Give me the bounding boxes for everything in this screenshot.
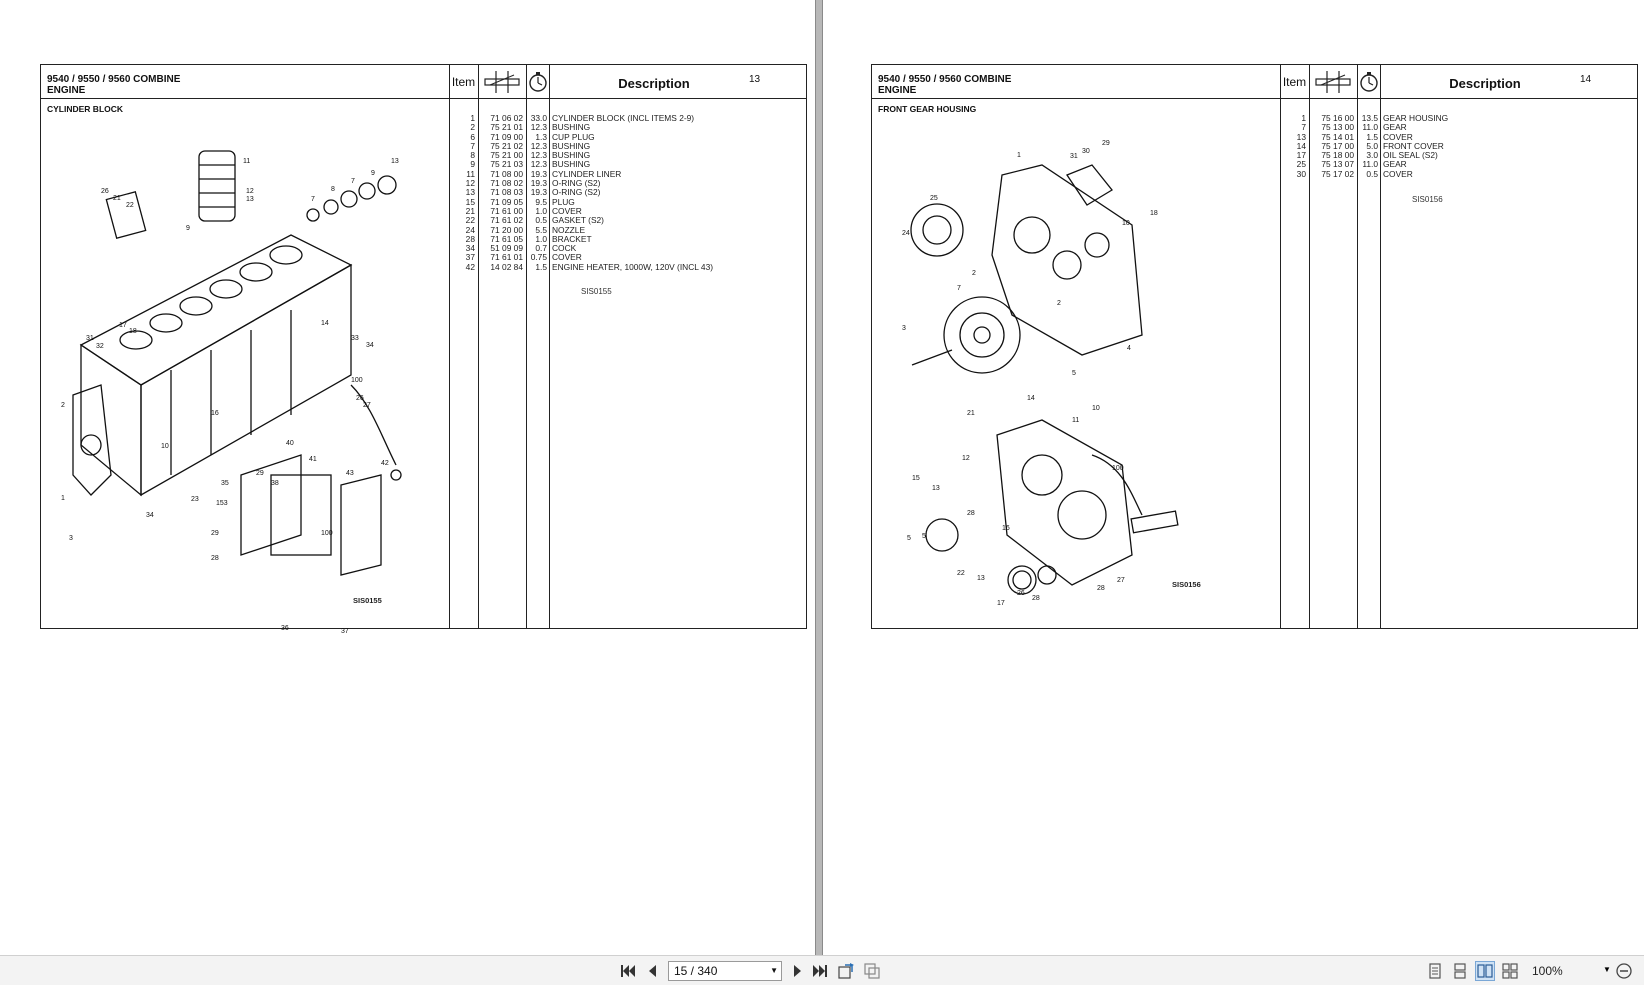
labor-time: 1.0 [535,233,547,244]
svg-text:36: 36 [281,625,289,632]
svg-text:5: 5 [922,533,926,540]
svg-text:27: 27 [363,402,371,409]
part-number: 51 09 09 [490,243,523,254]
reference-code: SIS0155 [581,287,612,296]
parts-row [41,123,806,132]
part-number: 71 08 00 [490,168,523,179]
page-number: 14 [1580,74,1592,85]
labor-time: 13.5 [1361,113,1378,123]
svg-text:13: 13 [246,196,254,203]
part-number: 75 17 00 [1321,140,1354,151]
svg-text:31: 31 [1070,153,1078,160]
svg-text:28: 28 [1097,585,1105,592]
part-description: BUSHING [552,122,591,133]
part-description: ENGINE HEATER, 1000W, 120V (INCL 43) [552,261,714,272]
svg-text:34: 34 [366,342,374,349]
zoom-level[interactable]: 100% [1532,964,1563,978]
item-column-header: Item [1282,75,1307,89]
labor-time: 19.3 [530,178,547,189]
svg-text:17: 17 [997,600,1005,607]
part-description: GEAR [1383,122,1407,133]
item-number: 17 [1296,150,1306,161]
two-page-icon [1477,964,1493,978]
part-number: 71 61 02 [490,215,523,226]
svg-text:15: 15 [912,475,920,482]
part-number: 14 02 84 [490,261,523,272]
two-page-view-button[interactable] [1475,961,1495,981]
svg-text:29: 29 [256,470,264,477]
item-number: 9 [470,159,475,170]
part-description: CYLINDER LINER [552,168,622,179]
part-description: COVER [552,252,582,263]
part-number-icon [1313,69,1353,95]
part-description: NOZZLE [552,224,586,235]
svg-text:30: 30 [1082,148,1090,155]
item-number: 1 [470,113,475,123]
svg-text:40: 40 [286,440,294,447]
reference-code: SIS0156 [1412,195,1443,204]
svg-text:33: 33 [351,335,359,342]
zoom-out-button[interactable] [1614,961,1634,981]
parts-row [41,133,806,142]
part-description: COCK [552,243,577,254]
two-page-continuous-icon [1502,963,1518,979]
part-number: 75 18 00 [1321,150,1354,161]
sheet-header [872,65,1637,99]
labor-time: 1.5 [535,261,547,272]
labor-time: 5.5 [535,224,547,235]
part-number: 71 20 00 [490,224,523,235]
labor-time: 12.3 [530,159,547,170]
svg-text:10: 10 [1092,405,1100,412]
svg-text:41: 41 [309,456,317,463]
svg-text:100: 100 [1112,465,1124,472]
svg-text:21: 21 [113,195,121,202]
svg-text:21: 21 [967,410,975,417]
svg-text:5: 5 [907,535,911,542]
parts-row [41,114,806,123]
svg-text:17: 17 [119,322,127,329]
labor-time: 0.5 [535,215,547,226]
group-title: ENGINE [878,85,917,96]
svg-text:8: 8 [331,186,335,193]
svg-text:7: 7 [311,196,315,203]
part-description: GASKET (S2) [552,215,604,226]
svg-text:25: 25 [930,195,938,202]
labor-time: 1.5 [1366,131,1378,142]
item-number: 11 [466,168,475,179]
svg-text:14: 14 [1027,395,1035,402]
labor-time: 19.3 [530,168,547,179]
svg-text:34: 34 [146,512,154,519]
labor-time: 12.3 [530,150,547,161]
svg-text:14: 14 [321,320,329,327]
part-description: OIL SEAL (S2) [1383,150,1438,161]
svg-text:42: 42 [381,460,389,467]
labor-time: 11.0 [1362,159,1378,170]
labor-time: 0.75 [530,252,547,263]
viewer-toolbar [0,955,1644,985]
svg-text:2: 2 [1057,300,1061,307]
svg-text:7: 7 [957,285,961,292]
part-number: 75 17 02 [1321,168,1354,179]
svg-text:1: 1 [61,495,65,502]
svg-text:9: 9 [371,170,375,177]
two-page-continuous-view-button[interactable] [1500,961,1520,981]
svg-text:3: 3 [69,535,73,542]
item-number: 2 [470,122,475,133]
page-indicator: 15 / 340 [674,964,718,978]
last-page-icon [812,964,828,978]
svg-text:9: 9 [186,225,190,232]
part-number: 71 61 01 [490,252,523,263]
part-number: 71 09 05 [490,196,523,207]
page-number: 13 [749,74,761,85]
labor-time: 11.0 [1362,122,1378,133]
svg-text:29: 29 [1102,140,1110,147]
svg-text:13: 13 [391,158,399,165]
page-number-input[interactable] [668,961,782,981]
labor-time-icon [1359,71,1379,93]
part-description: COVER [1383,131,1413,142]
svg-text:37: 37 [341,628,349,635]
part-number: 75 13 07 [1321,159,1354,170]
svg-text:11: 11 [1072,417,1080,424]
part-description: O-RING (S2) [552,178,601,189]
item-number: 22 [465,215,475,226]
svg-text:28: 28 [967,510,975,517]
svg-text:10: 10 [161,443,169,450]
part-description: BUSHING [552,150,591,161]
rotate-icon [837,962,855,980]
svg-text:43: 43 [346,470,354,477]
item-number: 34 [465,243,475,254]
labor-time: 12.3 [530,140,547,151]
item-number: 37 [465,252,475,263]
parts-row [872,123,1637,132]
item-number: 21 [465,205,475,216]
item-number: 7 [1301,122,1306,133]
front-gear-housing-drawing [892,135,1202,605]
part-description: GEAR [1383,159,1407,170]
part-number: 71 08 03 [490,187,523,198]
svg-text:100: 100 [321,530,333,537]
svg-text:2: 2 [972,270,976,277]
svg-text:28: 28 [1032,595,1040,602]
svg-text:7: 7 [351,178,355,185]
svg-text:16: 16 [211,410,219,417]
part-number-icon [482,69,522,95]
svg-text:32: 32 [96,343,104,350]
svg-text:3: 3 [902,325,906,332]
labor-time: 9.5 [535,196,547,207]
svg-text:4: 4 [1127,345,1131,352]
last-page-button[interactable] [810,961,830,981]
svg-text:26: 26 [101,188,109,195]
part-number: 75 16 00 [1321,113,1354,123]
svg-text:26: 26 [356,395,364,402]
part-number: 71 09 00 [490,131,523,142]
item-number: 13 [465,187,475,198]
item-number: 7 [470,140,475,151]
description-column-header: Description [618,76,690,91]
svg-text:26: 26 [1017,590,1025,597]
svg-text:12: 12 [246,188,254,195]
part-number: 71 61 05 [490,233,523,244]
single-page-view-button[interactable] [1425,961,1445,981]
part-description: BUSHING [552,140,591,151]
part-number: 75 21 01 [490,122,523,133]
part-description: FRONT COVER [1383,140,1444,151]
description-column-header: Description [1449,76,1521,91]
next-page-icon [792,964,804,978]
section-title: CYLINDER BLOCK [47,104,124,114]
labor-time: 1.0 [535,205,547,216]
svg-text:100: 100 [351,377,363,384]
snapshot-icon [863,962,881,980]
item-number: 24 [465,224,475,235]
item-number: 13 [1296,131,1306,142]
svg-text:29: 29 [211,530,219,537]
single-page-icon [1429,963,1441,979]
item-number: 1 [1301,113,1306,123]
svg-text:18: 18 [129,328,137,335]
part-number: 75 14 01 [1321,131,1354,142]
labor-time: 3.0 [1366,150,1378,161]
svg-text:31: 31 [86,335,94,342]
svg-text:28: 28 [211,555,219,562]
part-description: COVER [1383,168,1413,179]
labor-time: 33.0 [530,113,547,123]
drawing-code: SIS0155 [353,596,382,605]
svg-text:13: 13 [932,485,940,492]
part-number: 75 13 00 [1321,122,1354,133]
labor-time: 5.0 [1366,140,1378,151]
labor-time-icon [528,71,548,93]
parts-row [872,114,1637,123]
header-title [878,74,1011,96]
group-title: ENGINE [47,85,86,96]
item-number: 6 [470,131,475,142]
item-number: 25 [1296,159,1306,170]
chevron-down-icon[interactable]: ▼ [770,966,778,975]
svg-text:18: 18 [1150,210,1158,217]
part-number: 75 21 00 [490,150,523,161]
svg-text:22: 22 [126,202,134,209]
sheet-header [41,65,806,99]
zoom-out-icon [1615,962,1633,980]
prev-page-button[interactable] [642,961,662,981]
header-title [47,74,180,96]
item-column-header: Item [451,75,476,89]
labor-time: 0.5 [1366,168,1378,179]
section-title: FRONT GEAR HOUSING [878,104,977,114]
part-number: 75 21 02 [490,140,523,151]
svg-text:23: 23 [191,496,199,503]
part-number: 75 21 03 [490,159,523,170]
svg-text:153: 153 [216,500,228,507]
continuous-icon [1454,963,1466,979]
svg-text:2: 2 [61,402,65,409]
part-description: CUP PLUG [552,131,595,142]
svg-text:35: 35 [221,480,229,487]
page-14 [823,0,1644,955]
model-title: 9540 / 9550 / 9560 COMBINE [878,74,1012,85]
first-page-button[interactable] [618,961,638,981]
part-description: CYLINDER BLOCK (INCL ITEMS 2-9) [552,113,695,123]
item-number: 14 [1296,140,1306,151]
part-description: PLUG [552,196,575,207]
continuous-view-button[interactable] [1450,961,1470,981]
item-number: 12 [465,178,475,189]
cylinder-block-drawing [51,145,411,635]
next-page-button[interactable] [788,961,808,981]
labor-time: 12.3 [530,122,547,133]
part-description: BUSHING [552,159,591,170]
part-number: 71 06 02 [490,113,523,123]
model-title: 9540 / 9550 / 9560 COMBINE [47,74,181,85]
svg-text:1: 1 [1017,152,1021,159]
page-13 [0,0,815,955]
part-number: 71 08 02 [490,178,523,189]
part-description: COVER [552,205,582,216]
item-number: 28 [465,233,475,244]
svg-text:38: 38 [271,480,279,487]
labor-time: 1.3 [535,131,547,142]
prev-page-icon [646,964,658,978]
svg-text:13: 13 [977,575,985,582]
item-number: 42 [465,261,475,272]
svg-text:22: 22 [957,570,965,577]
parts-sheet [40,64,807,635]
rotate-button[interactable] [836,961,856,981]
item-number: 8 [470,150,475,161]
svg-text:27: 27 [1117,577,1125,584]
svg-text:24: 24 [902,230,910,237]
page-gutter [815,0,823,955]
svg-text:16: 16 [1002,525,1010,532]
part-description: BRACKET [552,233,592,244]
part-description: GEAR HOUSING [1383,113,1449,123]
svg-text:11: 11 [243,158,251,165]
part-number: 71 61 00 [490,205,523,216]
parts-sheet [871,64,1638,629]
drawing-code: SIS0156 [1172,580,1201,589]
part-description: O-RING (S2) [552,187,601,198]
svg-text:10: 10 [1122,220,1130,227]
svg-text:12: 12 [962,455,970,462]
snapshot-button[interactable] [862,961,882,981]
item-number: 30 [1296,168,1306,179]
labor-time: 19.3 [530,187,547,198]
item-number: 15 [465,196,475,207]
svg-text:5: 5 [1072,370,1076,377]
first-page-icon [620,964,636,978]
zoom-dropdown-icon[interactable]: ▼ [1603,965,1611,974]
labor-time: 0.7 [535,243,547,254]
